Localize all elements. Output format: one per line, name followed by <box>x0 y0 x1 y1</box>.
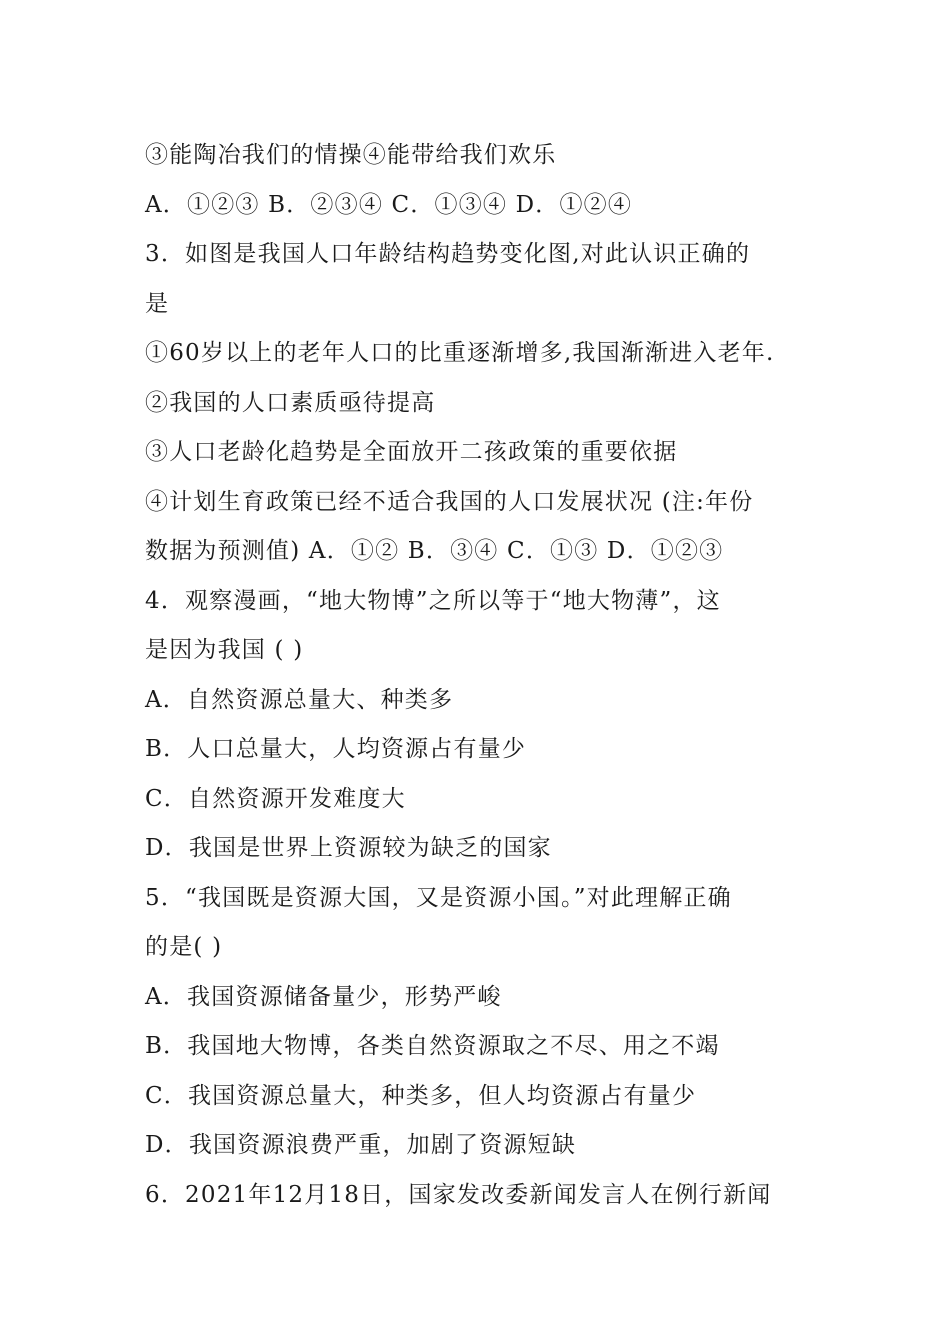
text-line-q4-stem-cont: 是因为我国 ( ) <box>145 637 304 663</box>
text-line-q4-stem: 4．观察漫画，“地大物博”之所以等于“地大物薄”，这 <box>145 587 721 614</box>
document-body <box>145 131 815 1220</box>
text-line-q3-stem-cont: 是 <box>145 290 170 317</box>
text-line-q6-stem: 6．2021年12月18日，国家发改委新闻发言人在例行新闻 <box>145 1181 772 1208</box>
text-line-q3-statement-1: ①60岁以上的老年人口的比重逐渐增多,我国渐渐进入老年. <box>145 340 775 366</box>
text-line-q3-statement-4: ④计划生育政策已经不适合我国的人口发展状况 (注:年份 <box>145 488 754 515</box>
text-line-q5-stem: 5．“我国既是资源大国，又是资源小国。”对此理解正确 <box>145 884 732 911</box>
text-line-q4-option-d: D．我国是世界上资源较为缺乏的国家 <box>145 835 552 861</box>
text-line-q4-option-a: A．自然资源总量大、种类多 <box>145 686 454 713</box>
text-line-q2-answers: A．①②③ B．②③④ C．①③④ D．①②④ <box>145 191 633 218</box>
text-line-q3-statement-3: ③人口老龄化趋势是全面放开二孩政策的重要依据 <box>145 439 678 465</box>
text-line-q5-option-b: B．我国地大物博，各类自然资源取之不尽、用之不竭 <box>145 1033 720 1059</box>
text-line-q3-statement-2: ②我国的人口素质亟待提高 <box>145 389 436 416</box>
text-line-q5-option-c: C．我国资源总量大，种类多，但人均资源占有量少 <box>145 1082 697 1109</box>
text-line-q5-stem-cont: 的是( ) <box>145 934 223 960</box>
text-line-q5-option-a: A．我国资源储备量少，形势严峻 <box>145 983 502 1010</box>
text-line-q3-answers: 数据为预测值) A．①② B．③④ C．①③ D．①②③ <box>145 538 724 564</box>
text-line-q3-stem: 3．如图是我国人口年龄结构趋势变化图,对此认识正确的 <box>145 241 751 267</box>
text-line-option-3-4: ③能陶冶我们的情操④能带给我们欢乐 <box>145 142 557 168</box>
text-line-q5-option-d: D．我国资源浪费严重，加剧了资源短缺 <box>145 1132 577 1158</box>
text-line-q4-option-c: C．自然资源开发难度大 <box>145 785 406 812</box>
text-line-q4-option-b: B．人口总量大，人均资源占有量少 <box>145 736 527 762</box>
